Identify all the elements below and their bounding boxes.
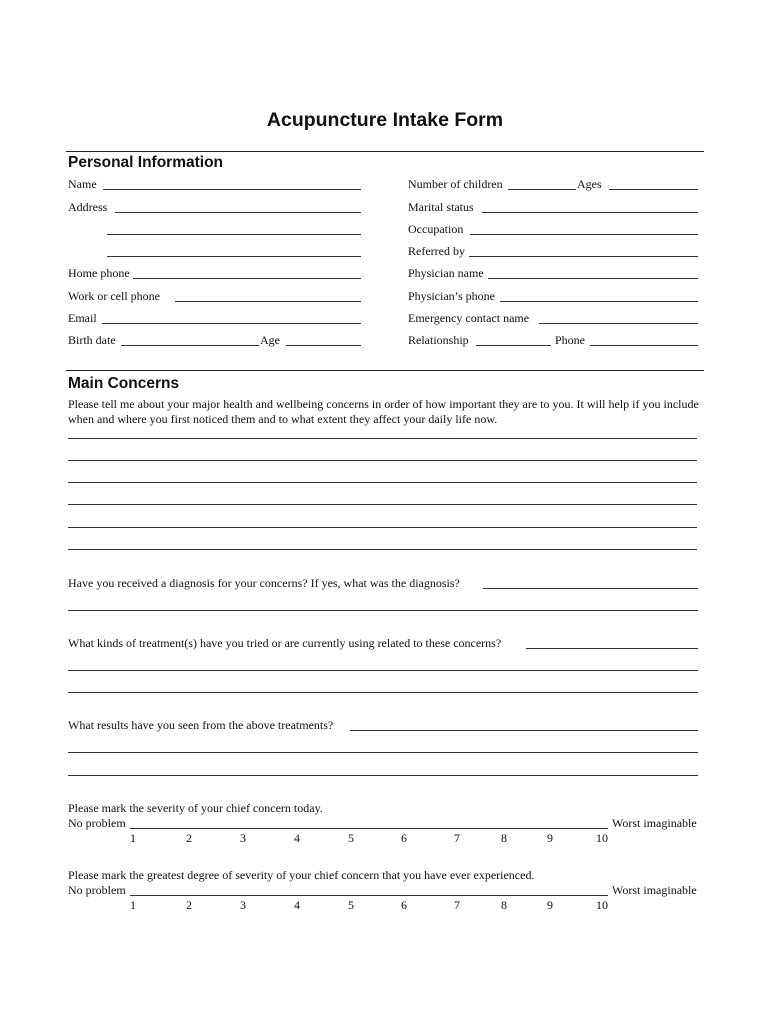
scale-number: 6 — [401, 898, 407, 912]
scale-number: 5 — [348, 831, 354, 845]
section-heading-concerns: Main Concerns — [68, 375, 180, 392]
concerns-answer-line[interactable] — [68, 482, 697, 483]
concerns-answer-line[interactable] — [68, 504, 697, 505]
treatments-question: What kinds of treatment(s) have you tried or are currently using related to these concerns? — [68, 636, 502, 650]
treatments-answer-line[interactable] — [68, 692, 698, 693]
marital-label: Marital status — [408, 200, 474, 214]
treatments-field[interactable] — [526, 648, 698, 649]
scale-number: 9 — [547, 898, 553, 912]
section-rule — [66, 151, 704, 152]
occupation-field[interactable] — [470, 234, 698, 235]
address-field-line-1[interactable] — [115, 212, 361, 213]
relationship-field[interactable] — [476, 345, 551, 346]
children-label: Number of children — [408, 177, 503, 191]
severity-today-question: Please mark the severity of your chief concern today. — [68, 801, 323, 815]
birth-date-field[interactable] — [121, 345, 259, 346]
home-phone-label: Home phone — [68, 266, 130, 280]
scale-number: 4 — [294, 898, 300, 912]
scale-number: 10 — [596, 898, 608, 912]
scale-number: 8 — [501, 898, 507, 912]
ages-label: Ages — [577, 177, 602, 191]
name-label: Name — [68, 177, 97, 191]
work-phone-label: Work or cell phone — [68, 289, 161, 303]
address-label: Address — [68, 200, 108, 214]
phone-field[interactable] — [590, 345, 698, 346]
physician-phone-field[interactable] — [500, 301, 698, 302]
age-label: Age — [260, 333, 280, 347]
work-phone-field[interactable] — [175, 301, 361, 302]
scale-number: 7 — [454, 898, 460, 912]
treatments-answer-line[interactable] — [68, 670, 698, 671]
children-field[interactable] — [508, 189, 576, 190]
results-field[interactable] — [350, 730, 698, 731]
scale-number: 8 — [501, 831, 507, 845]
scale-number: 1 — [130, 831, 136, 845]
concerns-intro: Please tell me about your major health and wellbeing concerns in order of how important they are to you. It will help if you include when and where you first noticed them and to what extent they affect your daily life now. — [68, 397, 699, 426]
scale-number: 6 — [401, 831, 407, 845]
results-answer-line[interactable] — [68, 752, 698, 753]
scale-low-label: No problem — [68, 816, 126, 830]
physician-name-field[interactable] — [488, 278, 698, 279]
section-heading-personal: Personal Information — [68, 154, 224, 171]
scale-number: 3 — [240, 898, 246, 912]
address-field-line-2[interactable] — [107, 234, 361, 235]
occupation-label: Occupation — [408, 222, 464, 236]
scale-number: 5 — [348, 898, 354, 912]
severity-worst-question: Please mark the greatest degree of severity of your chief concern that you have ever experienced. — [68, 868, 535, 882]
phone-label: Phone — [555, 333, 585, 347]
scale-number: 2 — [186, 831, 192, 845]
scale-number: 3 — [240, 831, 246, 845]
diagnosis-question: Have you received a diagnosis for your concerns? If yes, what was the diagnosis? — [68, 576, 460, 590]
section-rule — [66, 370, 704, 371]
diagnosis-answer-line[interactable] — [68, 610, 698, 611]
physician-name-label: Physician name — [408, 266, 484, 280]
severity-today-scale[interactable] — [130, 828, 608, 829]
concerns-answer-line[interactable] — [68, 527, 697, 528]
marital-field[interactable] — [482, 212, 698, 213]
scale-number: 1 — [130, 898, 136, 912]
concerns-answer-line[interactable] — [68, 460, 697, 461]
referred-field[interactable] — [469, 256, 698, 257]
email-label: Email — [68, 311, 97, 325]
scale-number: 9 — [547, 831, 553, 845]
scale-low-label: No problem — [68, 883, 126, 897]
scale-number: 10 — [596, 831, 608, 845]
ages-field[interactable] — [609, 189, 698, 190]
physician-phone-label: Physician’s phone — [408, 289, 495, 303]
name-field[interactable] — [103, 189, 361, 190]
results-answer-line[interactable] — [68, 775, 698, 776]
scale-number: 4 — [294, 831, 300, 845]
emergency-label: Emergency contact name — [408, 311, 530, 325]
email-field[interactable] — [102, 323, 361, 324]
scale-number: 7 — [454, 831, 460, 845]
scale-high-label: Worst imaginable — [612, 816, 697, 830]
form-title: Acupuncture Intake Form — [266, 109, 504, 131]
relationship-label: Relationship — [408, 333, 469, 347]
concerns-answer-line[interactable] — [68, 438, 697, 439]
referred-label: Referred by — [408, 244, 465, 258]
concerns-answer-line[interactable] — [68, 549, 697, 550]
severity-worst-scale[interactable] — [130, 895, 608, 896]
scale-high-label: Worst imaginable — [612, 883, 697, 897]
results-question: What results have you seen from the above treatments? — [68, 718, 334, 732]
home-phone-field[interactable] — [133, 278, 361, 279]
scale-number: 2 — [186, 898, 192, 912]
address-field-line-3[interactable] — [107, 256, 361, 257]
emergency-field[interactable] — [539, 323, 698, 324]
diagnosis-field[interactable] — [483, 588, 698, 589]
birth-date-label: Birth date — [68, 333, 116, 347]
age-field[interactable] — [286, 345, 361, 346]
